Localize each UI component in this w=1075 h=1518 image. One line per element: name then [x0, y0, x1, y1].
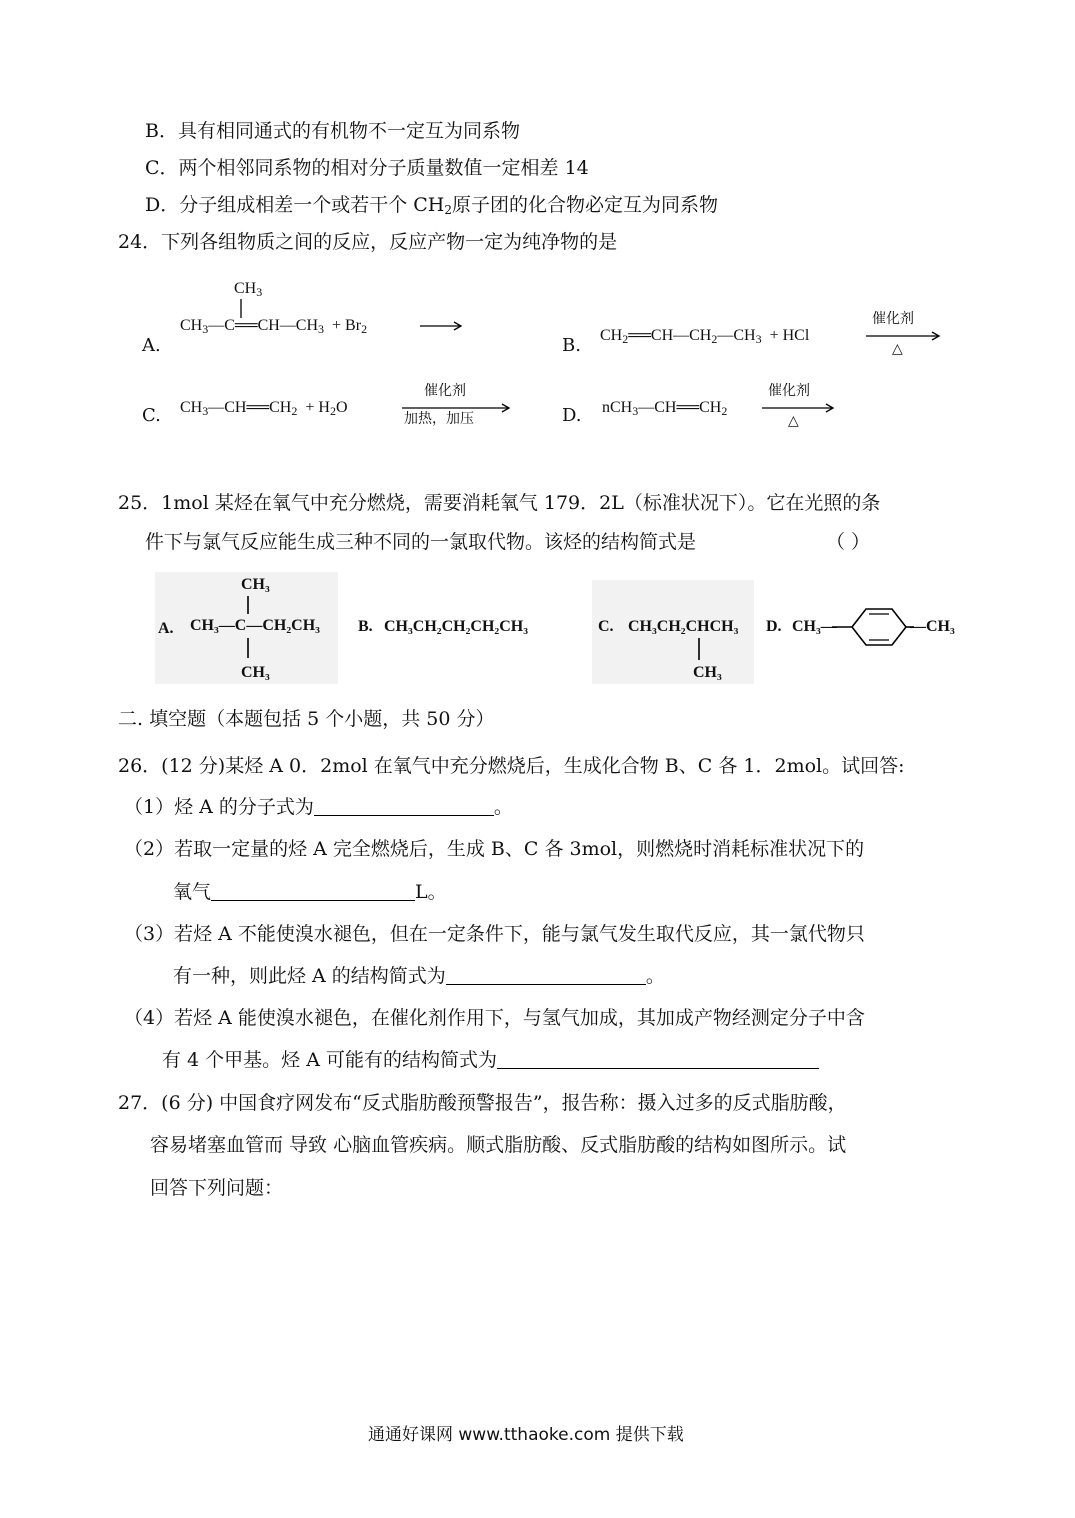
q26-part2-line1: （2）若取一定量的烃 A 完全燃烧后，生成 B、C 各 3mol，则燃烧时消耗标准状况下的	[124, 838, 865, 860]
q24-c-label: C.	[142, 405, 161, 426]
q26-blank-2[interactable]	[211, 882, 415, 901]
q25-c-bottom: CH₃	[693, 664, 722, 681]
q25-d-right: —CH₃	[910, 618, 955, 635]
q25-line2: 件下与氯气反应能生成三种不同的一氯取代物。该烃的结构简式是	[145, 531, 697, 553]
q24-d-label: D.	[562, 405, 582, 426]
q26-part4-line2: 有 4 个甲基。烃 A 可能有的结构简式为	[162, 1050, 819, 1070]
q25-a-top: CH₃	[241, 576, 270, 593]
q25-a-bottom: CH₃	[241, 664, 270, 681]
q24-c-conditions: 加热，加压	[404, 412, 474, 427]
q25-a-label: A.	[158, 620, 174, 637]
q26-blank-1[interactable]	[314, 797, 494, 816]
q25-answer-paren: （ ）	[826, 531, 871, 553]
q25-d-benzene-ring	[852, 609, 906, 645]
q24-a-label: A.	[142, 335, 161, 356]
q26-part2-line2: 氧气 L。	[173, 881, 447, 903]
q24-b-heat: △	[892, 342, 903, 357]
q24-c-catalyst: 催化剂	[424, 384, 466, 399]
q26-part4-line1: （4）若烃 A 能使溴水褪色，在催化剂作用下，与氢气加成，其加成产物经测定分子中含	[124, 1007, 865, 1029]
q23-option-b: B．具有相同通式的有机物不一定互为同系物	[145, 120, 520, 142]
q24-b-label: B.	[562, 335, 581, 356]
q23-option-d: D．分子组成相差一个或若干个 $CH_2$原子团的化合物必定互为同系物	[145, 194, 719, 217]
q26-part3-line1: （3）若烃 A 不能使溴水褪色，但在一定条件下，能与氯气发生取代反应，其一氯代物只	[124, 923, 865, 945]
q23-option-c: C．两个相邻同系物的相对分子质量数值一定相差 14	[145, 157, 589, 179]
q24-stem: 24．下列各组物质之间的反应，反应产物一定为纯净物的是	[118, 231, 618, 253]
q24-a-formula: $CH_3—C══CH—CH_3 + Br_2$	[180, 317, 368, 336]
q24-a-methyl-top: $CH_3$	[234, 280, 263, 299]
q25-d-left: CH₃—	[792, 618, 837, 635]
q25-b-formula: CH₃CH₂CH₂CH₂CH₃	[384, 618, 528, 635]
q27-line2: 容易堵塞血管而 导致 心脑血管疾病。顺式脂肪酸、反式脂肪酸的结构如图所示。试	[150, 1134, 847, 1156]
q25-d-label: D.	[766, 618, 782, 635]
q25-line1: 25．1mol 某烃在氧气中充分燃烧，需要消耗氧气 179．2L（标准状况下）。它在光照的条	[118, 492, 881, 514]
q26-part3-line2: 有一种，则此烃 A 的结构简式为 。	[173, 965, 665, 987]
q25-b-label: B.	[358, 618, 373, 635]
q24-c-formula: $CH_3—CH══CH_2 + H_2O$	[180, 399, 348, 418]
q27-line3: 回答下列问题：	[150, 1177, 284, 1199]
q26-blank-4[interactable]	[497, 1050, 819, 1069]
q24-b-formula: $CH_2══CH—CH_2—CH_3$ + HCl	[600, 327, 810, 346]
q25-a-formula: CH₃—C—CH₂CH₃	[190, 617, 320, 634]
q24-d-formula: $nCH_3—CH══CH_2$	[602, 399, 728, 418]
q27-line1: 27．(6 分) 中国食疗网发布“反式脂肪酸预警报告”，报告称：摄入过多的反式脂肪酸，	[118, 1092, 847, 1114]
q26-part1: （1）烃 A 的分子式为 。	[124, 796, 513, 818]
q25-c-label: C.	[598, 618, 614, 635]
q24-d-catalyst: 催化剂	[768, 384, 810, 399]
q26-stem: 26．(12 分)某烃 A 0．2mol 在氧气中充分燃烧后，生成化合物 B、C 各 1．2mol。试回答:	[118, 755, 905, 777]
q25-c-formula: CH₃CH₂CHCH₃	[628, 618, 739, 635]
page-footer: 通通好课网 www.tthaoke.com 提供下载	[368, 1425, 684, 1445]
q24-b-catalyst: 催化剂	[872, 312, 914, 327]
section-2-heading: 二. 填空题（本题包括 5 个小题，共 50 分）	[118, 708, 495, 730]
q24-d-heat: △	[788, 414, 799, 429]
q26-blank-3[interactable]	[446, 966, 646, 985]
